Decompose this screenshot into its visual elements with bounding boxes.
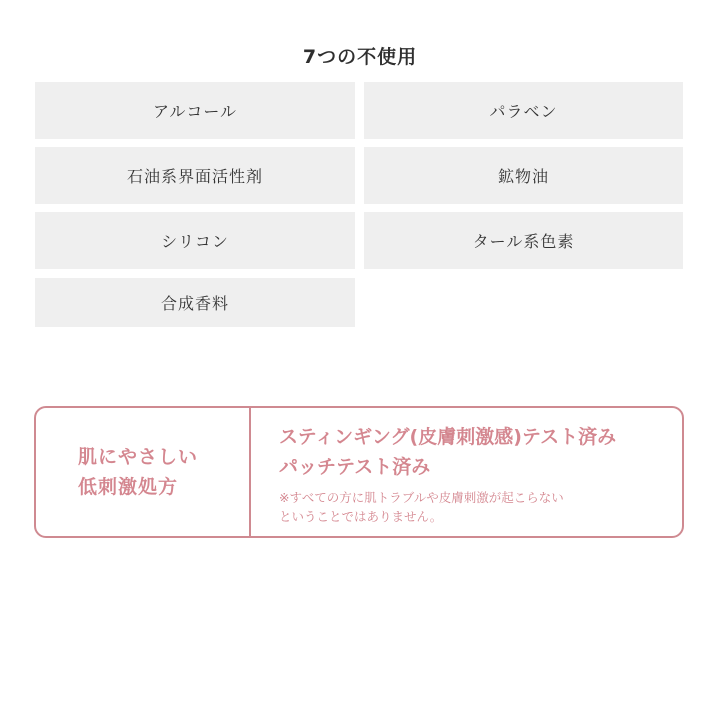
disclaimer-line-2: ということではありません。 — [279, 509, 443, 524]
patch-test-text: パッチテスト済み — [279, 456, 431, 478]
panel-left-label — [36, 408, 249, 536]
disclaimer-line-1: ※すべての方に肌トラブルや皮膚刺激が起こらない — [279, 490, 564, 505]
panel-left-line-1: 肌にやさしい — [78, 446, 199, 468]
panel-left-line-2: 低刺激処方 — [78, 476, 179, 498]
free-item-synthetic-fragrance: 合成香料 — [35, 278, 355, 327]
free-item-paraben: パラベン — [364, 82, 683, 139]
free-item-tar-dye: タール系色素 — [364, 212, 683, 269]
panel-right-content — [279, 422, 679, 526]
low-irritation-panel — [34, 406, 684, 538]
free-item-silicone: シリコン — [35, 212, 355, 269]
page-title: 7つの不使用 — [302, 46, 418, 68]
disclaimer-note — [279, 488, 679, 526]
free-item-alcohol: アルコール — [35, 82, 355, 139]
panel-divider — [249, 408, 251, 536]
free-item-mineral-oil: 鉱物油 — [364, 147, 683, 204]
stinging-test-text: スティンギング(皮膚刺激感)テスト済み — [279, 426, 617, 448]
free-item-petroleum-surfactant: 石油系界面活性剤 — [35, 147, 355, 204]
